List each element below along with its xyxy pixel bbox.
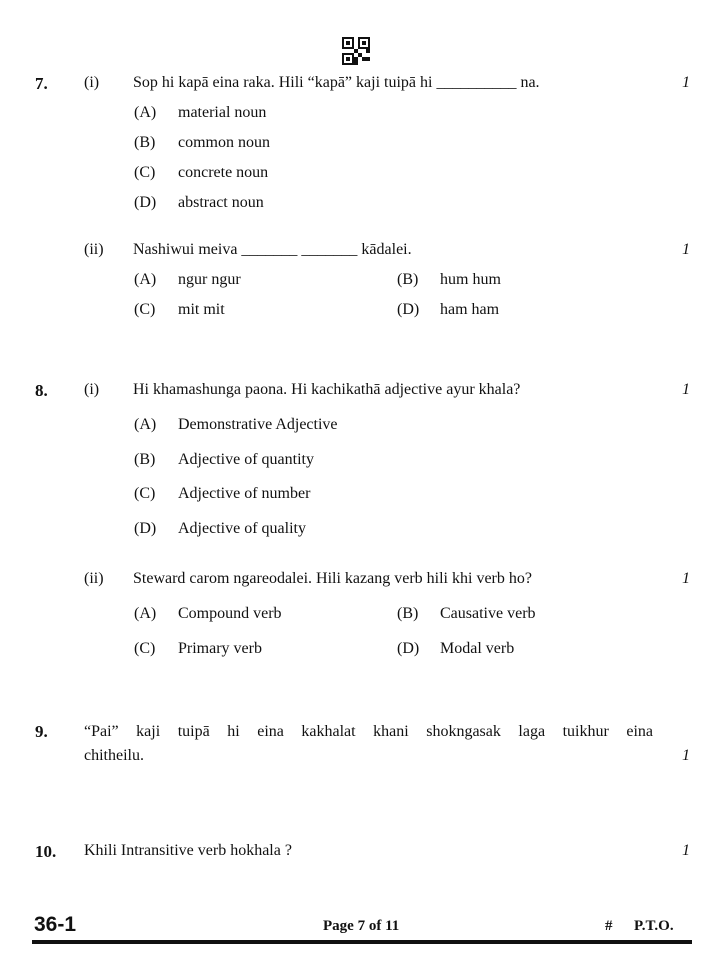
question-text: Sop hi kapā eina raka. Hili “kapā” kaji tuipā hi __________ na. [133, 74, 540, 91]
marks: 1 [682, 74, 690, 91]
option-letter: (C) [134, 485, 156, 502]
option-letter: (B) [134, 134, 156, 151]
option-letter: (B) [397, 605, 419, 622]
option-text: Demonstrative Adjective [178, 416, 338, 433]
option-letter: (B) [397, 271, 419, 288]
question-number: 7. [35, 74, 48, 93]
option-text: abstract noun [178, 194, 264, 211]
pto-label: P.T.O. [634, 918, 674, 934]
option-letter: (D) [134, 194, 157, 211]
option-text: Adjective of quality [178, 520, 306, 537]
option-letter: (C) [134, 301, 156, 318]
sub-question-label: (ii) [84, 570, 104, 587]
question-number: 9. [35, 722, 48, 741]
question-text: Steward carom ngareodalei. Hili kazang verb hili khi verb ho? [133, 570, 532, 587]
option-text: mit mit [178, 301, 225, 318]
option-letter: (A) [134, 104, 157, 121]
question-number: 10. [35, 842, 57, 861]
marks: 1 [682, 381, 690, 398]
option-text: concrete noun [178, 164, 269, 181]
option-text: Modal verb [440, 640, 515, 657]
option-text: ngur ngur [178, 271, 241, 288]
option-text: material noun [178, 104, 267, 121]
option-text: Adjective of quantity [178, 451, 314, 468]
option-text: ham ham [440, 301, 500, 318]
option-letter: (D) [397, 640, 420, 657]
option-letter: (C) [134, 164, 156, 181]
option-letter: (C) [134, 640, 156, 657]
marks: 1 [682, 570, 690, 587]
marks: 1 [682, 747, 690, 764]
question-text: Hi khamashunga paona. Hi kachikathā adjective ayur khala? [133, 381, 521, 398]
option-text: hum hum [440, 271, 501, 288]
question-number: 8. [35, 381, 48, 400]
page-number: Page 7 of 11 [323, 918, 400, 934]
option-letter: (A) [134, 605, 157, 622]
question-text-line: chitheilu. [84, 747, 144, 764]
option-text: common noun [178, 134, 270, 151]
option-text: Causative verb [440, 605, 536, 622]
sub-question-label: (i) [84, 74, 100, 91]
option-text: Primary verb [178, 640, 262, 657]
marks: 1 [682, 842, 690, 859]
option-letter: (A) [134, 271, 157, 288]
sub-question-label: (ii) [84, 241, 104, 258]
qr-code-icon [342, 37, 370, 65]
option-letter: (D) [397, 301, 420, 318]
option-text: Adjective of number [178, 485, 311, 502]
sub-question-label: (i) [84, 381, 100, 398]
question-text: Nashiwui meiva _______ _______ kādalei. [133, 241, 412, 258]
option-letter: (A) [134, 416, 157, 433]
hash-symbol: # [605, 918, 613, 934]
marks: 1 [682, 241, 690, 258]
option-text: Compound verb [178, 605, 282, 622]
option-letter: (D) [134, 520, 157, 537]
question-text-line: “Pai” kaji tuipā hi eina kakhalat khani shokngasak laga tuikhur eina [84, 723, 653, 740]
option-letter: (B) [134, 451, 156, 468]
footer-rule [32, 940, 692, 944]
paper-code: 36-1 [34, 913, 77, 936]
question-text: Khili Intransitive verb hokhala ? [84, 842, 292, 859]
